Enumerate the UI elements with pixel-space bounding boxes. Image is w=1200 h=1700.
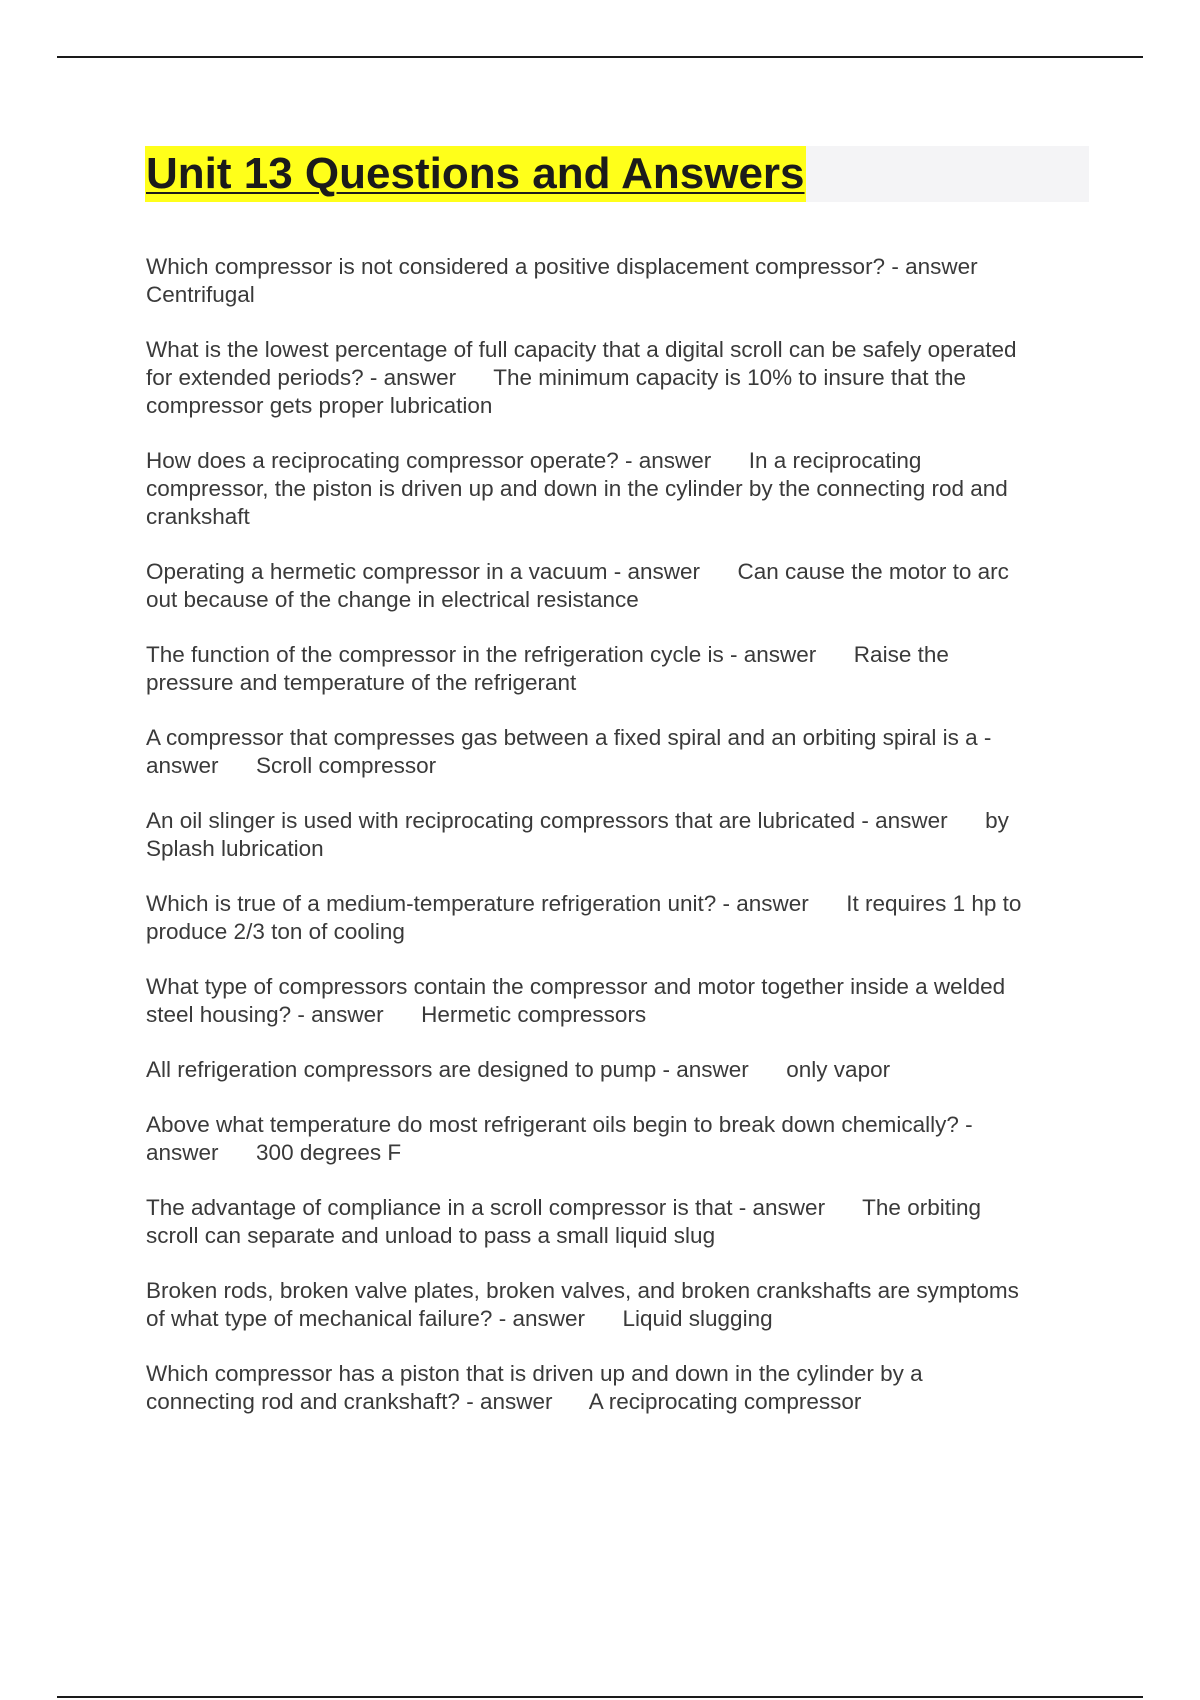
qa-item: The function of the compressor in the refrigeration cycle is - answer Raise the pressure and temperature of the refrigerant [146,642,949,695]
qa-item: Which compressor has a piston that is driven up and down in the cylinder by a connecting rod and crankshaft? - answer A reciprocating compressor [146,1361,923,1414]
qa-item: Which is true of a medium-temperature refrigeration unit? - answer It requires 1 hp to produce 2/3 ton of cooling [146,891,1022,944]
qa-item: All refrigeration compressors are designed to pump - answer only vapor [146,1057,891,1082]
qa-item: Which compressor is not considered a positive displacement compressor? - answer Centrifugal [146,254,978,307]
qa-item: What type of compressors contain the compressor and motor together inside a welded steel housing? - answer Hermetic compressors [146,974,1006,1027]
page-title: Unit 13 Questions and Answers [145,146,806,202]
qa-list [146,253,1096,1443]
qa-item: Operating a hermetic compressor in a vacuum - answer Can cause the motor to arc out because of the change in electrical resistance [146,559,1009,612]
qa-item: Broken rods, broken valve plates, broken valves, and broken crankshafts are symptoms of what type of mechanical failure? - answer Liquid slugging [146,1278,1019,1331]
qa-item: Above what temperature do most refrigerant oils begin to break down chemically? - answer 300 degrees F [146,1112,973,1165]
qa-item: An oil slinger is used with reciprocating compressors that are lubricated - answer by Splash lubrication [146,808,1009,861]
qa-item: The advantage of compliance in a scroll compressor is that - answer The orbiting scroll can separate and unload to pass a small liquid slug [146,1195,981,1248]
qa-item: A compressor that compresses gas between a fixed spiral and an orbiting spiral is a - answer Scroll compressor [146,725,992,778]
top-divider [57,56,1143,58]
qa-item: How does a reciprocating compressor operate? - answer In a reciprocating compressor, the piston is driven up and down in the cylinder by the connecting rod and crankshaft [146,448,1008,529]
qa-item: What is the lowest percentage of full capacity that a digital scroll can be safely operated for extended periods? - answer The minimum capacity is 10% to insure that the compressor gets proper lubrication [146,337,1017,418]
bottom-divider [57,1696,1143,1698]
